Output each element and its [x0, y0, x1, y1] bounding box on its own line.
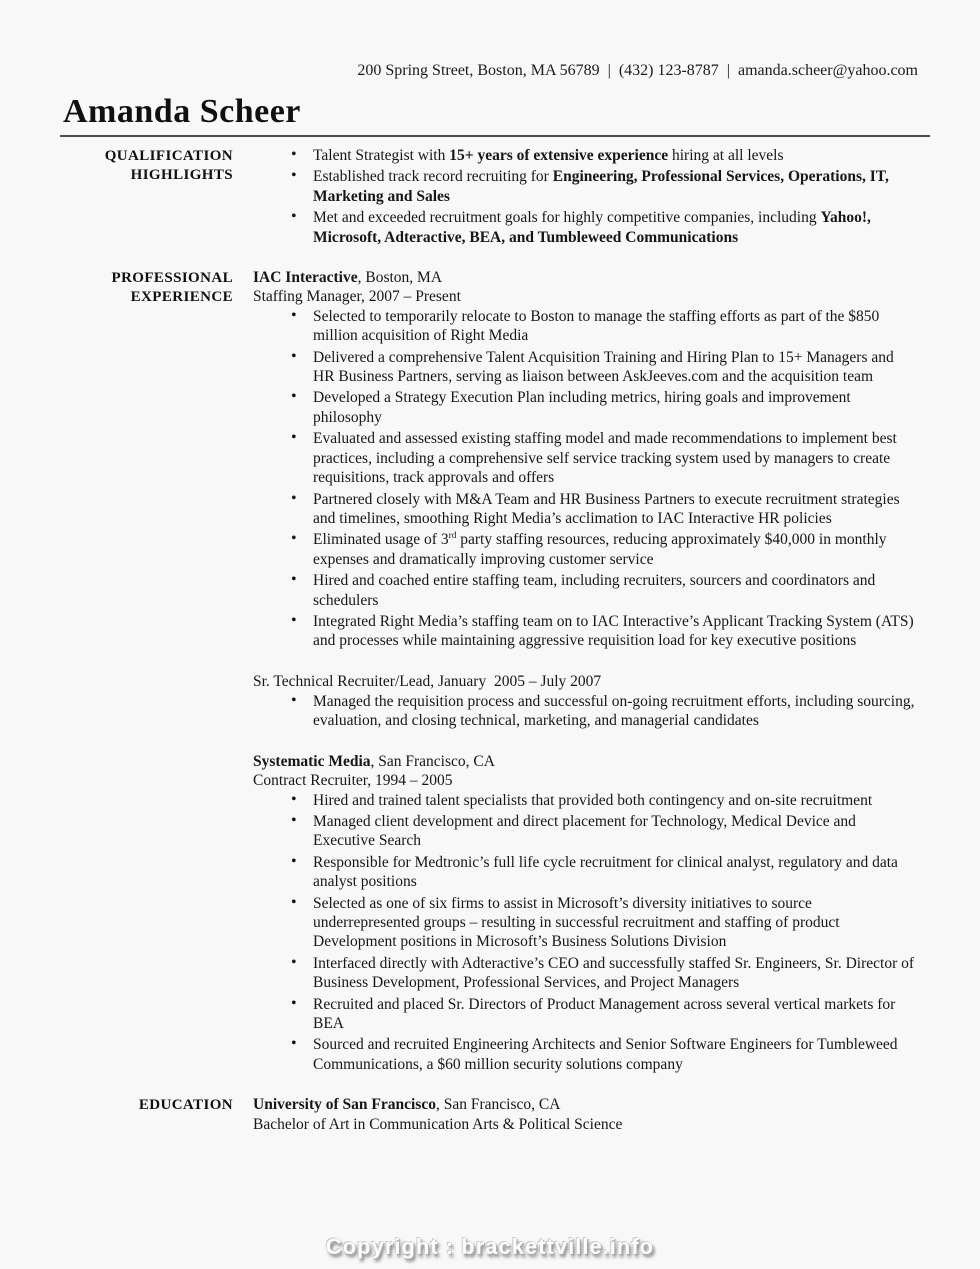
text-run: Partnered closely with M&A Team and HR Business Partners to execute recruitment strategies and timelines, smoothing Right Media’s acclimation to IAC Interactive HR policies	[313, 490, 904, 527]
blank-line	[253, 653, 919, 672]
text-line	[253, 672, 919, 691]
text-run: , San Francisco, CA	[370, 752, 495, 770]
text-run: Eliminated usage of 3	[313, 531, 449, 549]
bullet-item	[253, 530, 919, 569]
text-run: party staffing resources, reducing approximately $40,000 in monthly expenses and dramatically improving customer service	[313, 531, 891, 568]
text-line	[253, 771, 919, 790]
section-label-line: EDUCATION	[138, 1097, 233, 1114]
section-content	[253, 1095, 919, 1134]
bullet-list	[253, 146, 919, 247]
bullet-item	[253, 348, 919, 387]
bold-text: Engineering, Professional Services, Operations, IT, Marketing and Sales	[313, 168, 893, 205]
text-run: Recruited and placed Sr. Directors of Product Management across several vertical markets for BEA	[313, 995, 900, 1033]
text-line	[253, 752, 919, 771]
bullet-list	[253, 307, 919, 651]
section-label-line: QUALIFICATION	[104, 148, 233, 164]
bullet-list	[253, 692, 919, 731]
text-run: Managed client development and direct placement for Technology, Medical Device and Executive Search	[313, 812, 860, 850]
bullet-item	[253, 388, 919, 427]
text-line	[253, 1115, 919, 1134]
text-run: Sourced and recruited Engineering Architects and Senior Software Engineers for Tumbleweed Communications, a $60 million security solutions company	[313, 1036, 902, 1073]
blank-line	[253, 732, 919, 751]
bullet-item	[253, 894, 919, 952]
text-run: Hired and coached entire staffing team, including recruiters, sourcers and coordinators and schedulers	[313, 572, 880, 609]
section-professional-experience	[0, 268, 980, 1076]
text-run: Delivered a comprehensive Talent Acquisition Training and Hiring Plan to 15+ Managers and HR Business Partners, serving as liaison between AskJeeves.com and the acquisition team	[313, 348, 898, 386]
bold-text: Yahoo!, Microsoft, Adteractive, BEA, and Tumbleweed Communications	[313, 209, 875, 246]
section-content	[253, 146, 919, 249]
text-run: Developed a Strategy Execution Plan including metrics, hiring goals and improvement philosophy	[313, 389, 855, 426]
text-run: Interfaced directly with Adteractive’s CEO and successfully staffed Sr. Engineers, Sr. Director of Business Development, Professional Services, and Project Managers	[313, 954, 918, 992]
section-label	[0, 1095, 233, 1115]
resume-body	[0, 146, 980, 1134]
superscript-text: rd	[448, 531, 457, 542]
text-line	[253, 1095, 919, 1114]
bullet-item	[253, 853, 919, 892]
text-run: Contract Recruiter, 1994 – 2005	[253, 772, 453, 790]
text-run: Selected as one of six firms to assist in Microsoft’s diversity initiatives to source underrepresented groups – resulting in successful recruitment and staffing of product Development positions in Microsoft’s Business Solutions Division	[313, 894, 844, 951]
copyright-watermark: Copyright : brackettville.info	[325, 1234, 655, 1259]
bold-text: IAC Interactive	[253, 269, 358, 287]
text-run: Talent Strategist with	[313, 147, 450, 164]
bold-text: University of San Francisco	[253, 1096, 436, 1114]
section-label	[0, 268, 233, 308]
bullet-item	[253, 571, 919, 610]
section-education	[0, 1095, 980, 1134]
contact-line: 200 Spring Street, Boston, MA 56789 | (432) 123-8787 | amanda.scheer@yahoo.com	[357, 62, 918, 79]
bullet-item	[253, 954, 919, 993]
section-content	[253, 268, 919, 1076]
text-run: Responsible for Medtronic’s full life cycle recruitment for clinical analyst, regulatory and data analyst positions	[313, 853, 902, 891]
bullet-item	[253, 429, 919, 487]
bullet-item	[253, 208, 919, 247]
text-run: Staffing Manager, 2007 – Present	[253, 288, 461, 306]
section-qualification-highlights	[0, 146, 980, 249]
header-divider	[60, 135, 930, 137]
section-label-line: EXPERIENCE	[130, 289, 233, 306]
text-run: , San Francisco, CA	[435, 1096, 561, 1114]
bullet-item	[253, 490, 919, 529]
bullet-item	[253, 307, 919, 346]
bullet-item	[253, 612, 919, 651]
section-label-line: PROFESSIONAL	[111, 270, 233, 287]
text-run: Hired and trained talent specialists that provided both contingency and on-site recruitment	[313, 791, 873, 809]
text-run: Bachelor of Art in Communication Arts & Political Science	[253, 1115, 623, 1133]
bullet-list	[253, 791, 919, 1075]
text-run: Selected to temporarily relocate to Boston to manage the staffing efforts as part of the $850 million acquisition of Right Media	[313, 307, 884, 345]
bullet-item	[253, 995, 919, 1034]
text-run: hiring at all levels	[668, 147, 784, 164]
bold-text: 15+ years of extensive experience	[449, 147, 669, 164]
text-line	[253, 268, 919, 287]
text-run: Sr. Technical Recruiter/Lead, January 2005 – July 2007	[253, 673, 602, 691]
text-run: Managed the requisition process and successful on-going recruitment efforts, including sourcing, evaluation, and closing technical, marketing, and managerial candidates	[313, 692, 919, 729]
bold-text: Systematic Media	[253, 752, 371, 770]
section-label	[0, 146, 233, 186]
bullet-item	[253, 167, 919, 206]
text-run: Integrated Right Media’s staffing team on to IAC Interactive’s Applicant Tracking System (ATS) and processes while maintaining aggressive requisition load for key executive positions	[313, 612, 918, 650]
bullet-item	[253, 812, 919, 851]
section-label-line: HIGHLIGHTS	[130, 167, 233, 184]
text-run: Evaluated and assessed existing staffing model and made recommendations to implement best practices, including a comprehensive self service tracking system used by managers to create requisitions, track approvals and offers	[313, 430, 901, 487]
resume-name: Amanda Scheer	[63, 93, 301, 130]
text-run: Met and exceeded recruitment goals for highly competitive companies, including	[313, 209, 821, 227]
bullet-item	[253, 1035, 919, 1074]
bullet-item	[253, 146, 919, 165]
text-line	[253, 287, 919, 306]
bullet-item	[253, 791, 919, 810]
text-run: Established track record recruiting for	[313, 168, 553, 186]
bullet-item	[253, 692, 919, 731]
text-run: , Boston, MA	[357, 269, 443, 287]
